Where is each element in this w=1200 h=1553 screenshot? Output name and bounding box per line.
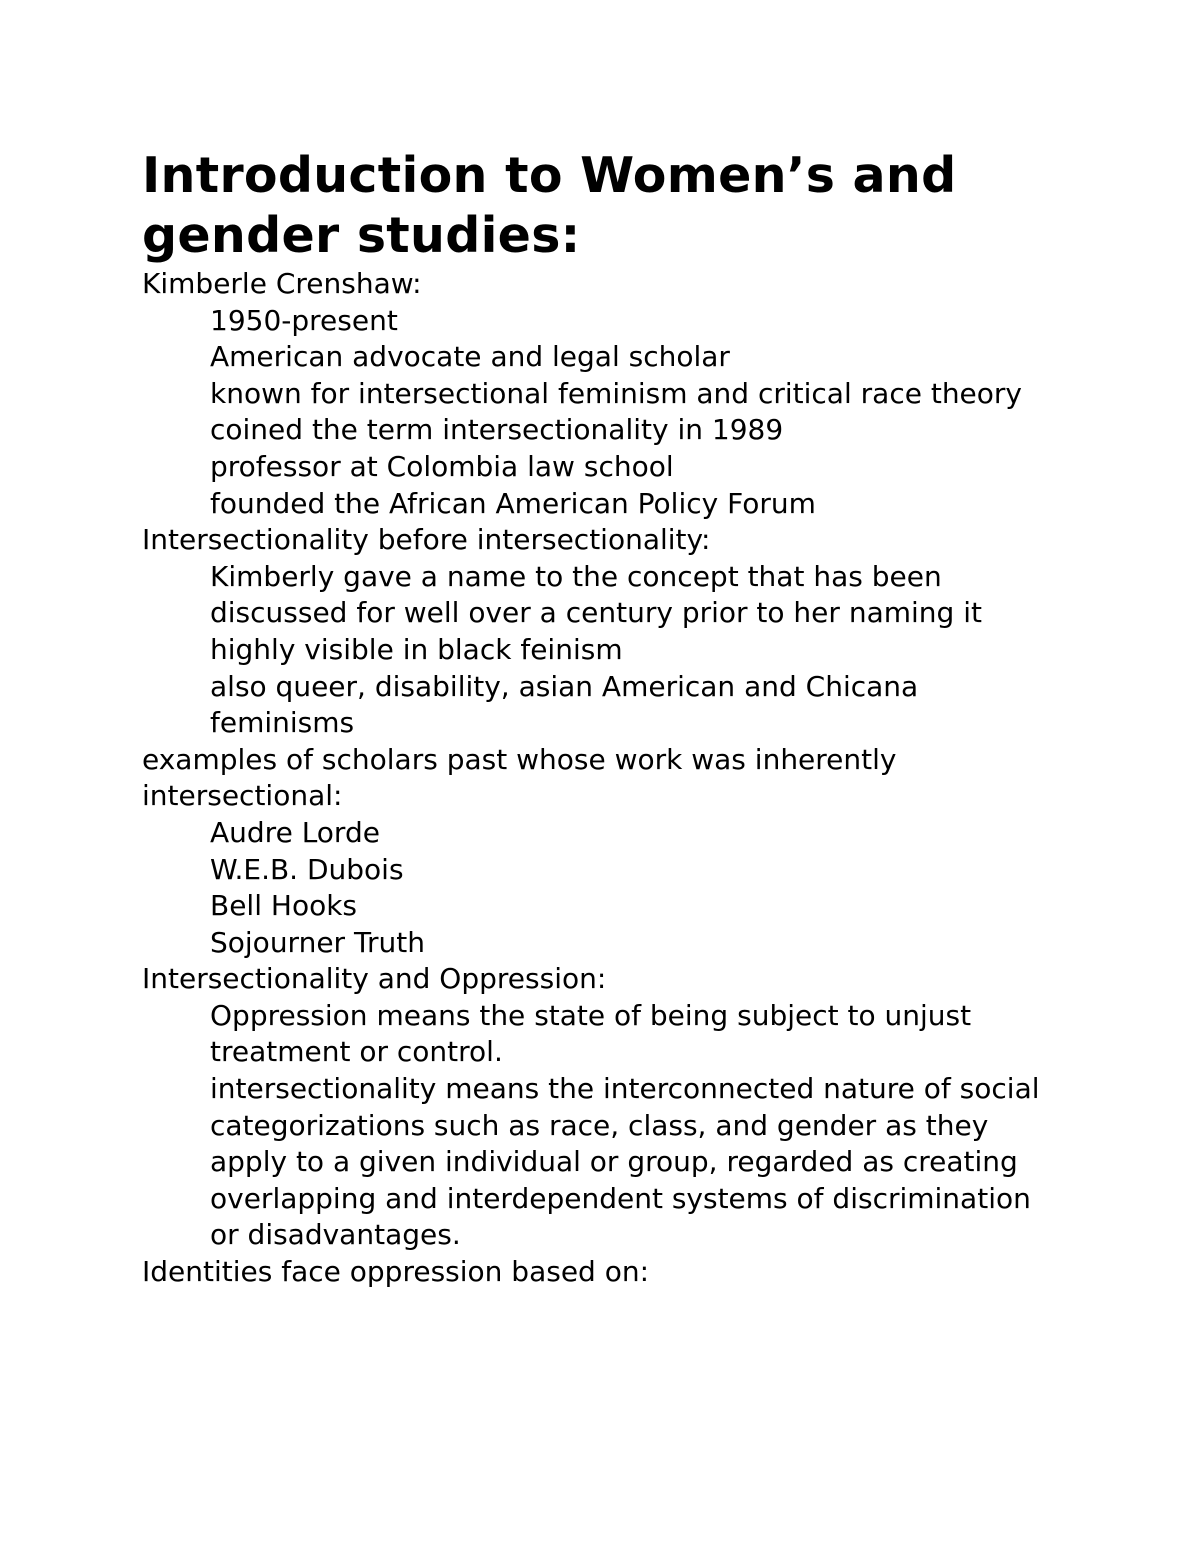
list-item: professor at Colombia law school	[210, 449, 674, 483]
document-page	[142, 146, 1062, 1291]
section-identities-oppression	[142, 1254, 1062, 1291]
section-items	[142, 559, 1062, 742]
list-item: coined the term intersectionality in 1989	[210, 413, 784, 447]
section-intersectionality-before	[142, 522, 1062, 742]
list-item: Bell Hooks	[210, 889, 358, 923]
list-item: highly visible in black feinism	[210, 632, 623, 666]
section-kimberle-crenshaw	[142, 266, 1062, 522]
section-heading: Identities face oppression based on:	[142, 1255, 650, 1289]
list-item: founded the African American Policy Forum	[210, 486, 816, 520]
list-item: Sojourner Truth	[210, 925, 425, 959]
list-item: Oppression means the state of being subject to unjust treatment or control.	[210, 998, 972, 1069]
list-item: also queer, disability, asian American and Chicana feminisms	[210, 669, 919, 740]
section-intersectionality-oppression	[142, 961, 1062, 1254]
list-item: W.E.B. Dubois	[210, 852, 404, 886]
document-title: Introduction to Women’s and gender studies:	[142, 147, 957, 264]
list-item: Kimberly gave a name to the concept that has been discussed for well over a century prior to her naming it	[210, 559, 982, 630]
section-items	[142, 815, 1062, 961]
list-item: intersectionality means the interconnected nature of social categorizations such as race, class, and gender as they apply to a given individual or group, regarded as creating overlapping and interdependent systems of discrimination or disadvantages.	[210, 1072, 1040, 1252]
list-item: 1950-present	[210, 303, 398, 337]
section-items	[142, 303, 1062, 523]
section-heading: examples of scholars past whose work was inherently intersectional:	[142, 742, 897, 813]
section-heading: Intersectionality before intersectionality:	[142, 523, 711, 557]
section-heading: Intersectionality and Oppression:	[142, 962, 607, 996]
section-items	[142, 998, 1062, 1254]
list-item: known for intersectional feminism and critical race theory	[210, 376, 1022, 410]
section-heading: Kimberle Crenshaw:	[142, 267, 422, 300]
list-item: American advocate and legal scholar	[210, 340, 730, 374]
section-scholar-examples	[142, 742, 1062, 962]
list-item: Audre Lorde	[210, 815, 380, 849]
